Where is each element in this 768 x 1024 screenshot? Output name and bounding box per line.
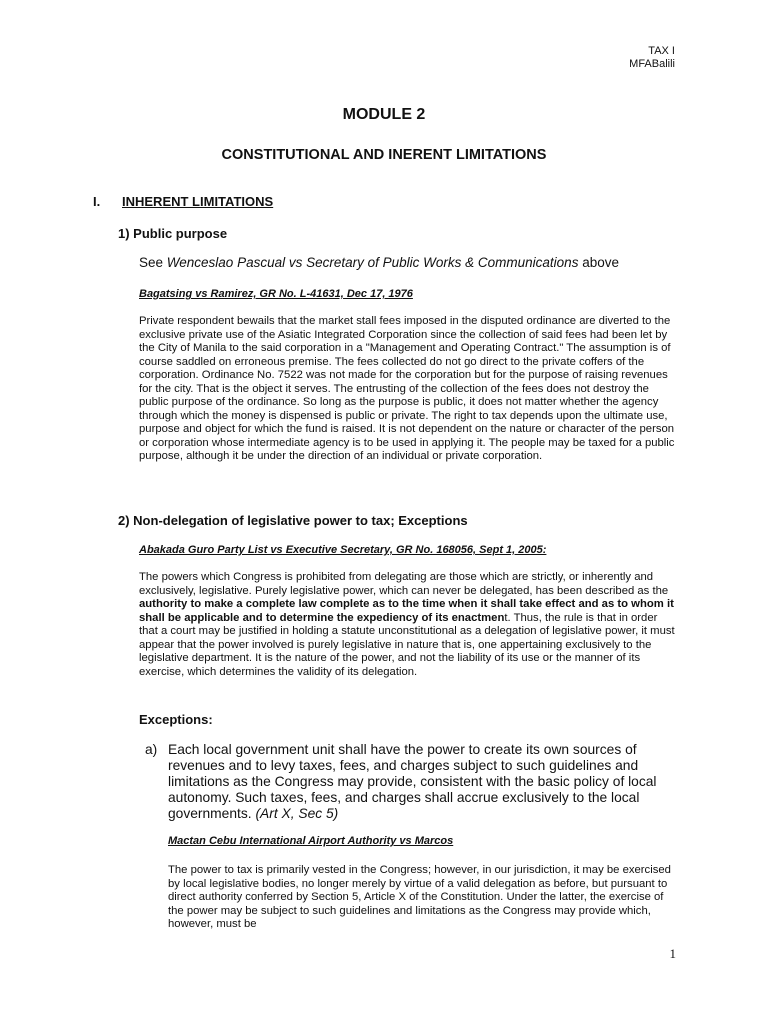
module-title: MODULE 2 xyxy=(342,106,426,123)
see-prefix: See xyxy=(139,255,167,270)
exception-a-label: a) xyxy=(145,742,158,757)
exceptions-heading: Exceptions: xyxy=(139,712,213,727)
case-title-abakada: Abakada Guro Party List vs Executive Secretary, GR No. 168056, Sept 1, 2005: xyxy=(139,544,547,556)
item-1-heading: 1) Public purpose xyxy=(118,226,228,241)
paragraph-abakada xyxy=(139,571,675,679)
paragraph-bagatsing: Private respondent bewails that the market stall fees imposed in the disputed ordinance are diverted to the exclusive private use of the Asiatic Integrated Corporation since the collection of said fees had been let by the City of Manila to the said corporation in a "Management and Operating Contract." The assumption is of course saddled on erroneous premise. The fees collected do not go direct to the private coffers of the corporation. Ordinance No. 7522 was not made for the corporation but for the purpose of raising revenues for the city. That is the object it serves. The entrusting of the collection of the fees does not destroy the public purpose of the ordinance. So long as the purpose is public, it does not matter whether the agency through which the money is dispensed is public or private. The right to tax depends upon the ultimate use, purpose and object for which the fund is raised. It is not dependent on the nature or character of the person or corporation whose intermediate agency is to be used in applying it. The people may be taxed for a public purpose, although it be under the direction of an individual or private corporation. xyxy=(139,315,675,462)
see-reference xyxy=(139,255,619,270)
exception-a-citation: (Art X, Sec 5) xyxy=(255,806,339,821)
see-case-name: Wenceslao Pascual vs Secretary of Public Works & Communications xyxy=(166,255,579,270)
page-title: CONSTITUTIONAL AND INERENT LIMITATIONS xyxy=(221,147,547,163)
header-author: MFABalili xyxy=(629,58,675,70)
case-title-mactan: Mactan Cebu International Airport Authority vs Marcos xyxy=(168,835,454,847)
section-title: INHERENT LIMITATIONS xyxy=(122,194,274,209)
case-title-bagatsing: Bagatsing vs Ramirez, GR No. L-41631, Dec 17, 1976 xyxy=(139,288,413,300)
exception-a-body: Each local government unit shall have the power to create its own sources of revenues and to levy taxes, fees, and charges subject to such guidelines and limitations as the Congress may provide, consistent with the basic policy of local autonomy. Such taxes, fees, and charges shall accrue exclusively to the local governments. xyxy=(168,742,657,821)
exception-a-text xyxy=(168,742,688,822)
see-suffix: above xyxy=(578,255,619,270)
page-number: 1 xyxy=(669,946,676,961)
item-2-heading: 2) Non-delegation of legislative power to tax; Exceptions xyxy=(118,513,468,528)
paragraph-abakada-part2: t. Thus, the rule is that in order that a court may be justified in holding a statute unconstitutional as a delegation of legislative power, it must appear that the power involved is purely legislative in nature that is, one appertaining exclusively to the legislative department. It is the nature of the power, and not the liability of its use or the manner of its exercise, which determines the validity of its delegation. xyxy=(139,611,675,678)
paragraph-abakada-part1: The powers which Congress is prohibited from delegating are those which are strictly, or inherently and exclusively, legislative. Purely legislative power, which can never be delegated, has been described as the xyxy=(139,571,669,597)
section-number: I. xyxy=(93,194,101,209)
header-course: TAX I xyxy=(648,45,675,57)
paragraph-mactan: The power to tax is primarily vested in the Congress; however, in our jurisdiction, it may be exercised by local legislative bodies, no longer merely by virtue of a valid delegation as before, but pursuant to direct authority conferred by Section 5, Article X of the Constitution. Under the latter, the exercise of the power may be subject to such guidelines and limitations as the Congress may provide which, however, must be xyxy=(168,864,671,930)
paragraph-abakada-emphasis: authority to make a complete law complete as to the time when it shall take effect and as to whom it shall be applicable and to determine the expediency of its enactmen xyxy=(139,598,674,624)
